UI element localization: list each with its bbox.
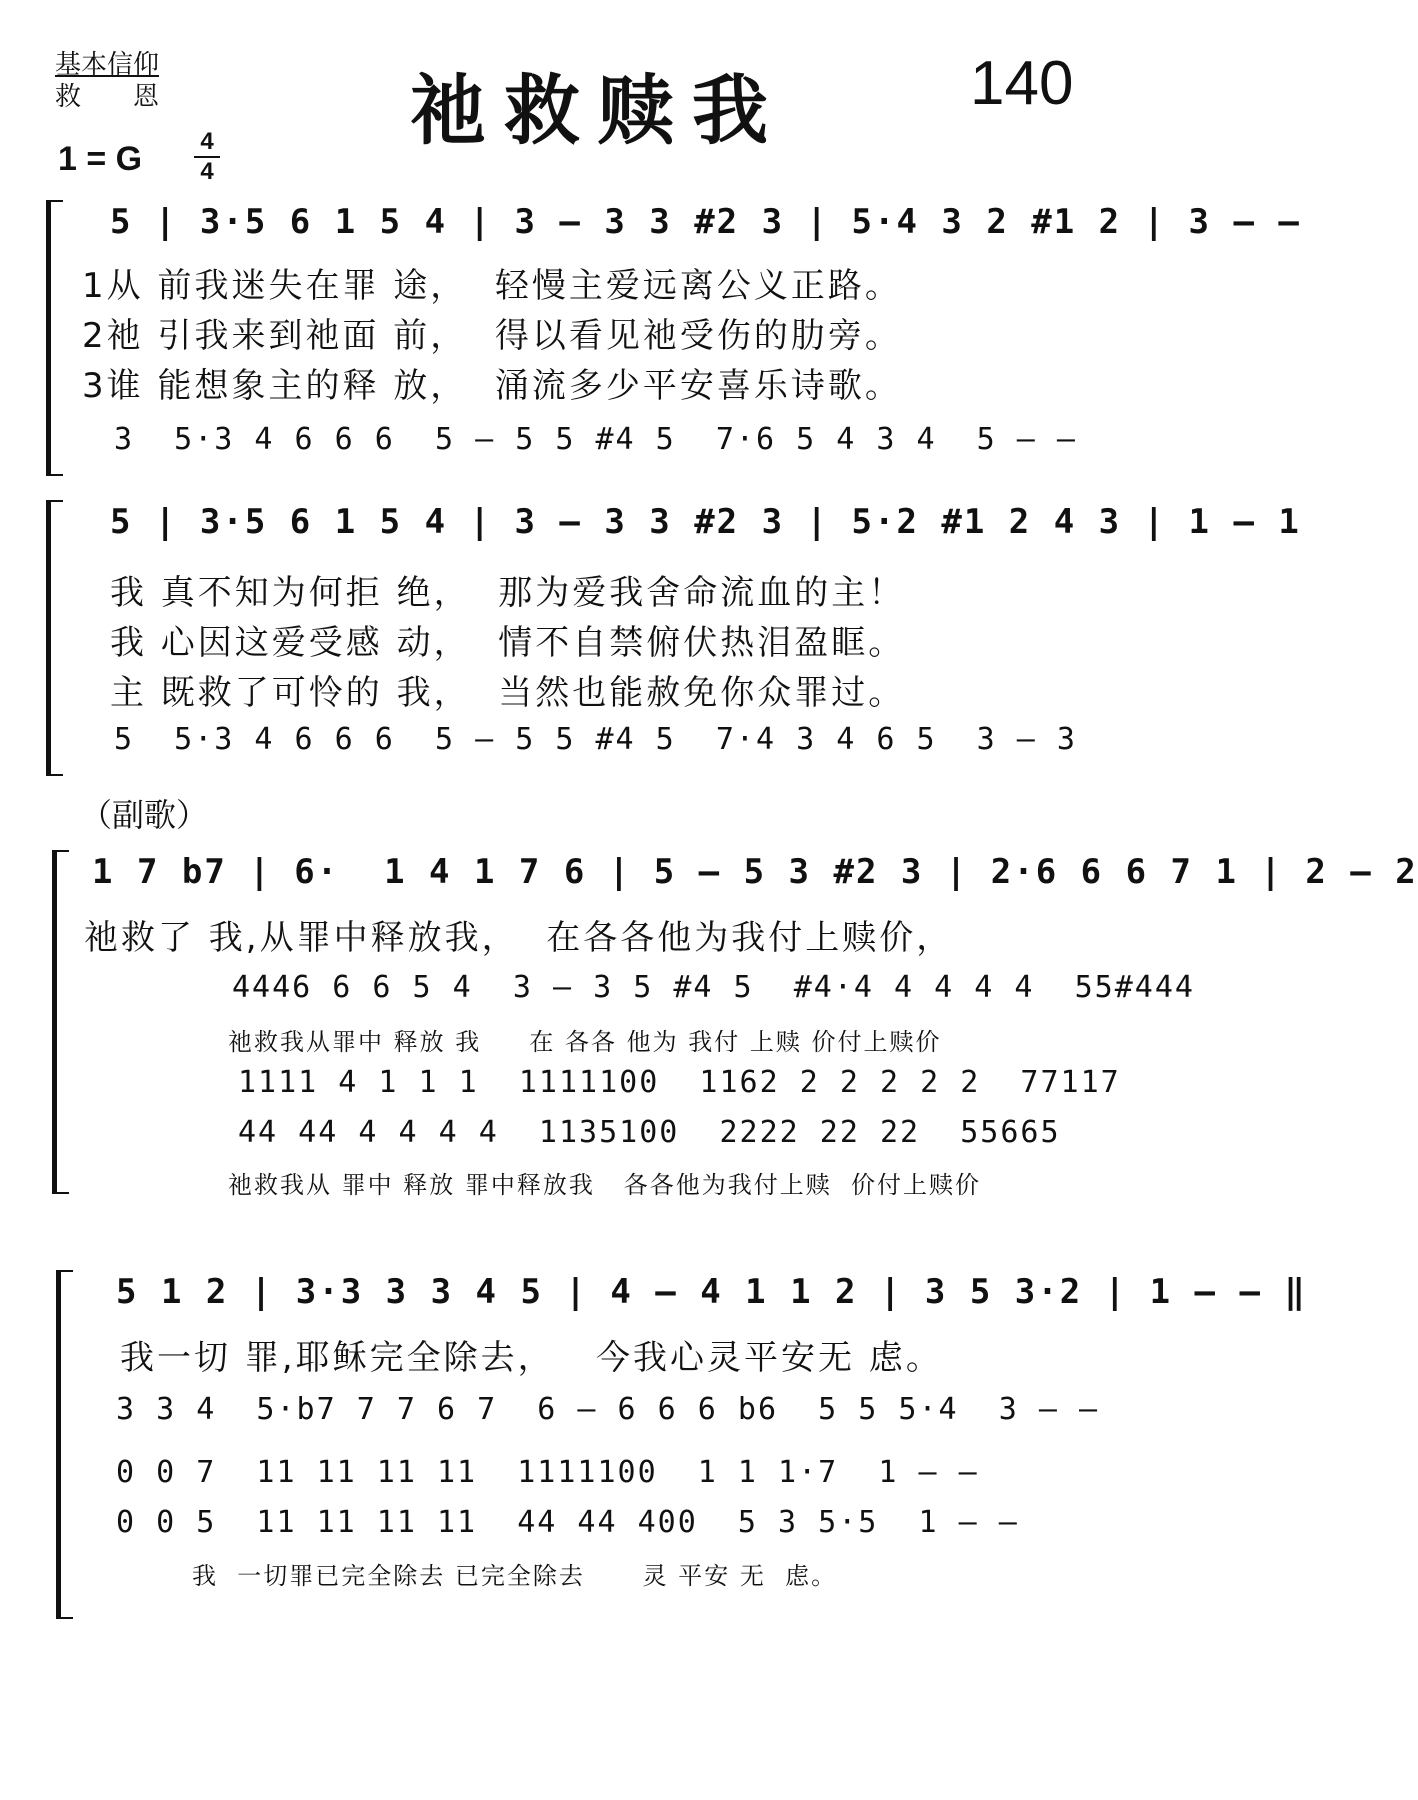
tenor-line: 1111 4 1 1 1 1111100 1162 2 2 2 2 2 77117 (238, 1065, 1121, 1100)
system-bracket (46, 500, 63, 776)
system-bracket (56, 1270, 73, 1619)
hymn-number: 140 (970, 49, 1074, 118)
refrain-lyric: 祂救了 我,从罪中释放我， 在各各他为我付上赎价， (84, 918, 954, 958)
system-bracket (52, 850, 69, 1194)
tenor-line: 0 0 7 11 11 11 11 1111100 1 1 1·7 1 – – (116, 1455, 979, 1490)
verse-2-lyric: 2祂 引我来到祂面 前， 得以看见祂受伤的肋旁。 (82, 316, 902, 356)
verse-1-lyric: 我 真不知为何拒 绝， 那为爱我舍命流血的主！ (110, 573, 906, 613)
time-signature-top: 4 (200, 128, 214, 155)
bass-lyric: 我 一切罪已完全除去 已完全除去 灵 平安 无 虑。 (192, 1562, 838, 1590)
key-signature: 1 = G (58, 140, 143, 178)
bass-line: 0 0 5 11 11 11 11 44 44 400 5 3 5·5 1 – – (116, 1505, 1019, 1540)
alto-line: 4446 6 6 5 4 3 – 3 5 #4 5 #4·4 4 4 4 4 55#444 (232, 970, 1195, 1005)
melody-line: 1 7 b7 ∣ 6· 1 4 1 7 6 ∣ 5 – 5 3 #2 3 ∣ 2·6 6 6 7 1 ∣ 2 – 2 (92, 852, 1418, 892)
alto-lyric: 祂救我从罪中 释放 我 在 各各 他为 我付 上赎 价付上赎价 (228, 1028, 942, 1056)
verse-1-lyric: 1从 前我迷失在罪 途， 轻慢主爱远离公义正路。 (82, 266, 902, 306)
refrain-lyric: 我一切 罪,耶稣完全除去， 今我心灵平安无 虑。 (120, 1338, 943, 1378)
melody-line: 5 1 2 ∣ 3·3 3 3 4 5 ∣ 4 – 4 1 1 2 ∣ 3 5 3·2 ∣ 1 – – ‖ (116, 1272, 1307, 1312)
system-bracket (46, 200, 63, 476)
alto-line: 3 5·3 4 6 6 6 5 – 5 5 #4 5 7·6 5 4 3 4 5 – – (114, 422, 1077, 457)
melody-line: 5 ∣ 3·5 6 1 5 4 ∣ 3 – 3 3 #2 3 ∣ 5·4 3 2 #1 2 ∣ 3 – – (110, 202, 1301, 242)
category-label: 基本信仰 (55, 50, 160, 80)
alto-line: 5 5·3 4 6 6 6 5 – 5 5 #4 5 7·4 3 4 6 5 3 – 3 (114, 722, 1077, 757)
verse-2-lyric: 我 心因这爱受感 动， 情不自禁俯伏热泪盈眶。 (110, 623, 906, 663)
bass-lyric: 祂救我从 罪中 释放 罪中释放我 各各他为我付上赎 价付上赎价 (228, 1171, 982, 1199)
alto-line: 3 3 4 5·b7 7 7 6 7 6 – 6 6 6 b6 5 5 5·4 3 – – (116, 1392, 1100, 1427)
melody-line: 5 ∣ 3·5 6 1 5 4 ∣ 3 – 3 3 #2 3 ∣ 5·2 #1 2 4 3 ∣ 1 – 1 (110, 502, 1301, 542)
refrain-label: （副歌） (80, 796, 209, 834)
time-signature-bottom: 4 (194, 156, 220, 186)
bass-line: 44 44 4 4 4 4 1135100 2222 22 22 55665 (238, 1115, 1061, 1150)
subcategory-label: 救 恩 (55, 82, 160, 112)
verse-3-lyric: 主 既救了可怜的 我， 当然也能赦免你众罪过。 (110, 673, 906, 713)
verse-3-lyric: 3谁 能想象主的释 放， 涌流多少平安喜乐诗歌。 (82, 366, 902, 406)
hymn-title: 祂救赎我 (410, 66, 786, 155)
